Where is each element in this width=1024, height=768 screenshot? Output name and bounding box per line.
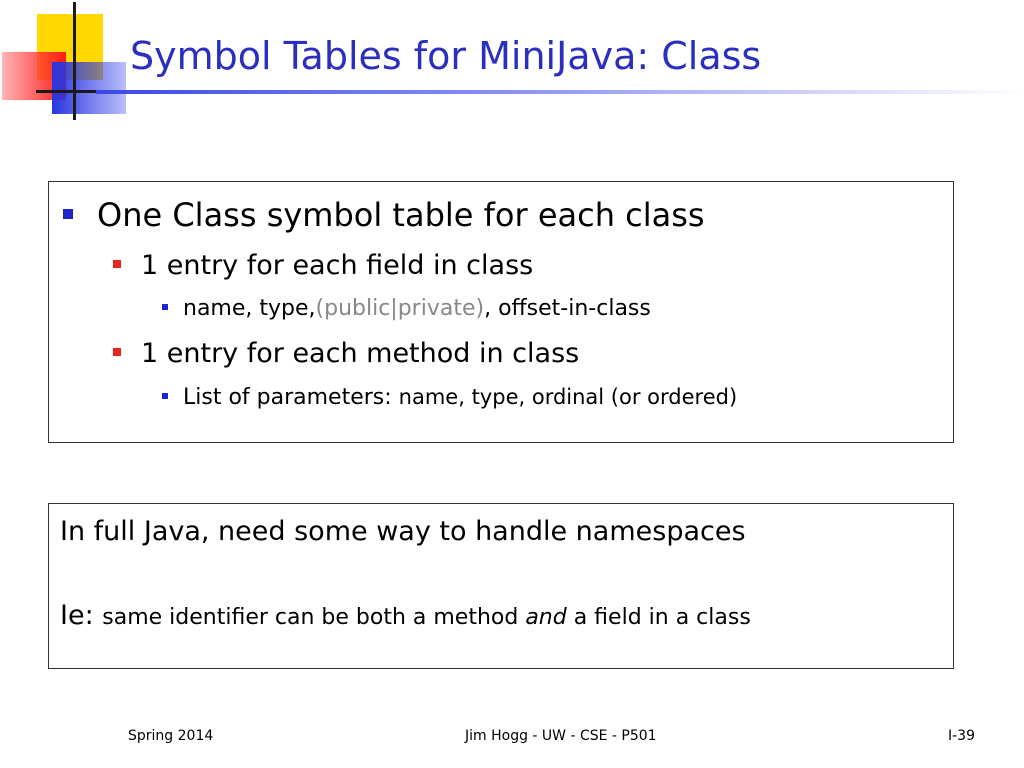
footer-date: Spring 2014 (128, 728, 214, 744)
bullet-item-level3-params (162, 385, 737, 410)
bullet-text-part: name, type, (183, 296, 316, 321)
note-text-emphasis: and (525, 605, 567, 630)
bullet-text-part: , offset-in-class (484, 296, 651, 321)
footer-slide-number: I-39 (948, 728, 975, 744)
square-bullet-icon (113, 348, 121, 356)
square-bullet-icon (162, 304, 168, 310)
note-lead: Ie: (60, 600, 103, 631)
symbol-table-box (48, 181, 954, 443)
note-text-before: same identifier can be both a method (102, 605, 526, 630)
note-line-1: In full Java, need some way to handle namespaces (60, 516, 746, 547)
logo-vertical-line (73, 2, 76, 120)
bullet-item-level1 (63, 196, 705, 234)
square-bullet-icon (162, 393, 168, 399)
bullet-text: 1 entry for each field in class (141, 250, 534, 281)
note-line-2 (60, 600, 751, 631)
decorative-logo (0, 0, 130, 130)
bullet-item-level3-field-attrs (162, 296, 651, 321)
bullet-item-level2-fields (113, 250, 533, 281)
square-bullet-icon (113, 260, 121, 268)
logo-blue-square (52, 62, 126, 114)
footer-author: Jim Hogg - UW - CSE - P501 (465, 728, 657, 744)
bullet-text-lead: List of parameters: (183, 385, 399, 410)
bullet-text-rest: name, type, ordinal (or ordered) (398, 385, 738, 409)
title-underline (96, 90, 1024, 94)
note-text-after: a field in a class (566, 605, 751, 630)
bullet-text-muted: (public|private) (315, 296, 485, 321)
bullet-item-level2-methods (113, 338, 579, 369)
bullet-text: 1 entry for each method in class (141, 338, 580, 369)
namespace-note-box (48, 503, 954, 669)
bullet-text: One Class symbol table for each class (97, 196, 705, 234)
square-bullet-icon (63, 209, 73, 219)
slide-title: Symbol Tables for MiniJava: Class (130, 34, 762, 78)
